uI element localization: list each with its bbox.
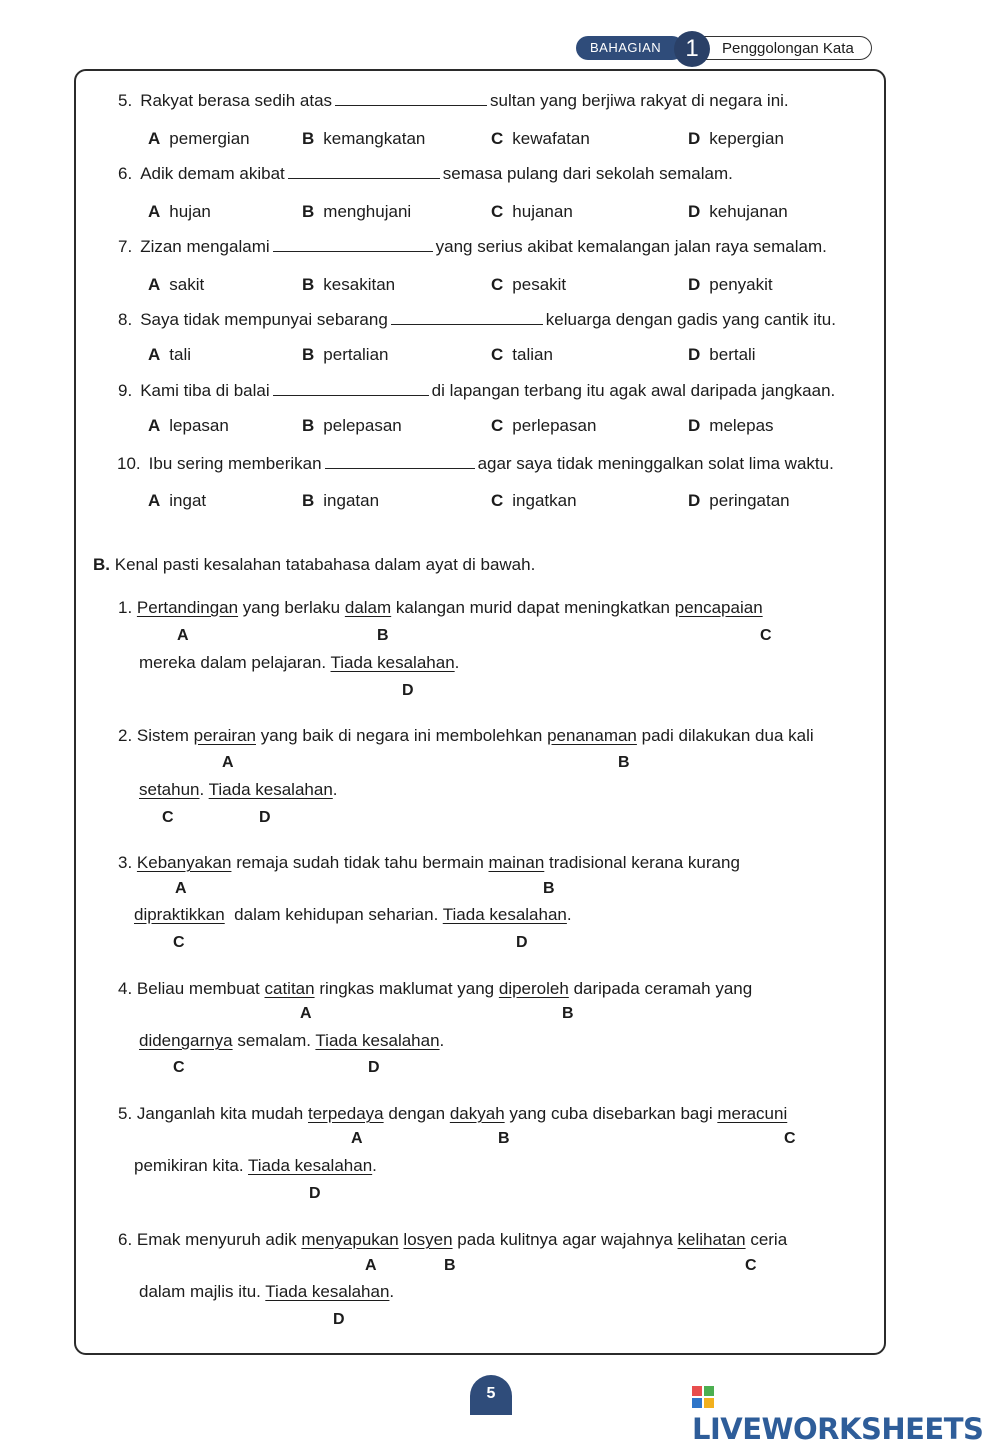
option-d[interactable]: D peringatan: [688, 491, 790, 510]
option-d[interactable]: D kehujanan: [688, 202, 788, 221]
question-a5: 5. Rakyat berasa sedih atas sultan yang berjiwa rakyat di negara ini.: [118, 91, 789, 110]
option-a[interactable]: A lepasan: [148, 416, 229, 435]
answer-option-d[interactable]: Tiada kesalahan: [248, 1156, 373, 1175]
page-number: 5: [470, 1375, 512, 1415]
option-d[interactable]: D melepas: [688, 416, 774, 435]
question-a8: 8. Saya tidak mempunyai sebarang keluarga dengan gadis yang cantik itu.: [118, 310, 836, 329]
option-d[interactable]: D penyakit: [688, 275, 773, 294]
section-header: [576, 33, 874, 65]
option-c[interactable]: C ingatkan: [491, 491, 577, 510]
answer-option-b[interactable]: dalam: [344, 598, 392, 617]
option-b[interactable]: B menghujani: [302, 202, 412, 221]
part-b-heading: B. Kenal pasti kesalahan tatabahasa dalam ayat di bawah.: [93, 555, 536, 574]
liveworksheets-logo: LIVEWORKSHEETS: [692, 1378, 1000, 1446]
letter-a: A: [351, 1130, 363, 1147]
answer-option-d[interactable]: Tiada kesalahan: [330, 653, 455, 672]
answer-blank[interactable]: [325, 453, 475, 469]
letter-c: C: [760, 627, 772, 644]
question-a10: 10. Ibu sering memberikan agar saya tidak meninggalkan solat lima waktu.: [117, 454, 834, 473]
chapter-title: Penggolongan Kata: [704, 36, 872, 60]
answer-option-a[interactable]: catitan: [264, 979, 315, 998]
answer-blank[interactable]: [288, 163, 440, 179]
option-b[interactable]: B kemangkatan: [302, 129, 426, 148]
letter-b: B: [618, 754, 630, 771]
question-a6: 6. Adik demam akibat semasa pulang dari sekolah semalam.: [118, 164, 733, 183]
option-b[interactable]: B pertalian: [302, 345, 389, 364]
answer-option-c[interactable]: kelihatan: [677, 1230, 746, 1249]
letter-a: A: [365, 1257, 377, 1274]
answer-option-a[interactable]: Pertandingan: [136, 598, 239, 617]
answer-option-a[interactable]: menyapukan: [301, 1230, 399, 1249]
answer-option-c[interactable]: setahun: [139, 780, 200, 799]
answer-option-b[interactable]: penanaman: [547, 726, 637, 745]
letter-a: A: [177, 627, 189, 644]
option-c[interactable]: C hujanan: [491, 202, 573, 221]
answer-blank[interactable]: [273, 236, 433, 252]
answer-option-d[interactable]: Tiada kesalahan: [265, 1282, 390, 1301]
letter-d: D: [402, 682, 414, 699]
option-c[interactable]: C perlepasan: [491, 416, 597, 435]
letter-a: A: [222, 754, 234, 771]
answer-option-c[interactable]: meracuni: [717, 1104, 788, 1123]
option-d[interactable]: D kepergian: [688, 129, 784, 148]
answer-option-b[interactable]: diperoleh: [498, 979, 569, 998]
option-d[interactable]: D bertali: [688, 345, 756, 364]
letter-c: C: [173, 934, 185, 951]
option-c[interactable]: C talian: [491, 345, 553, 364]
letter-d: D: [333, 1311, 345, 1328]
option-c[interactable]: C pesakit: [491, 275, 567, 294]
brand-grid-icon: [692, 1386, 714, 1408]
answer-option-d[interactable]: Tiada kesalahan: [208, 780, 333, 799]
answer-option-c[interactable]: didengarnya: [139, 1031, 233, 1050]
answer-option-c[interactable]: pencapaian: [674, 598, 763, 617]
answer-blank[interactable]: [273, 380, 429, 396]
section-tag: BAHAGIAN: [576, 36, 684, 60]
option-b[interactable]: B kesakitan: [302, 275, 396, 294]
answer-option-c[interactable]: dipraktikkan: [134, 905, 225, 924]
question-a7: 7. Zizan mengalami yang serius akibat kemalangan jalan raya semalam.: [118, 237, 827, 256]
option-b[interactable]: B ingatan: [302, 491, 380, 510]
answer-option-d[interactable]: Tiada kesalahan: [442, 905, 567, 924]
letter-c: C: [784, 1130, 796, 1147]
answer-blank[interactable]: [335, 90, 487, 106]
answer-option-b[interactable]: dakyah: [449, 1104, 505, 1123]
letter-b: B: [444, 1257, 456, 1274]
answer-option-b[interactable]: mainan: [488, 853, 545, 872]
letter-c: C: [745, 1257, 757, 1274]
option-a[interactable]: A tali: [148, 345, 192, 364]
answer-option-a[interactable]: terpedaya: [308, 1104, 384, 1123]
letter-d: D: [259, 809, 271, 826]
letter-c: C: [162, 809, 174, 826]
letter-b: B: [543, 880, 555, 897]
answer-option-a[interactable]: perairan: [193, 726, 256, 745]
question-a9: 9. Kami tiba di balai di lapangan terbang itu agak awal daripada jangkaan.: [118, 381, 836, 400]
letter-b: B: [377, 627, 389, 644]
letter-d: D: [516, 934, 528, 951]
option-b[interactable]: B pelepasan: [302, 416, 402, 435]
option-c[interactable]: C kewafatan: [491, 129, 590, 148]
answer-option-a[interactable]: Kebanyakan: [136, 853, 232, 872]
letter-b: B: [562, 1005, 574, 1022]
answer-option-d[interactable]: Tiada kesalahan: [315, 1031, 440, 1050]
letter-a: A: [175, 880, 187, 897]
section-number: 1: [674, 31, 710, 67]
letter-d: D: [368, 1059, 380, 1076]
answer-option-b[interactable]: losyen: [403, 1230, 453, 1249]
letter-c: C: [173, 1059, 185, 1076]
option-a[interactable]: A pemergian: [148, 129, 250, 148]
option-a[interactable]: A hujan: [148, 202, 211, 221]
letter-a: A: [300, 1005, 312, 1022]
letter-d: D: [309, 1185, 321, 1202]
letter-b: B: [498, 1130, 510, 1147]
option-a[interactable]: A ingat: [148, 491, 207, 510]
answer-blank[interactable]: [391, 309, 543, 325]
option-a[interactable]: A sakit: [148, 275, 205, 294]
